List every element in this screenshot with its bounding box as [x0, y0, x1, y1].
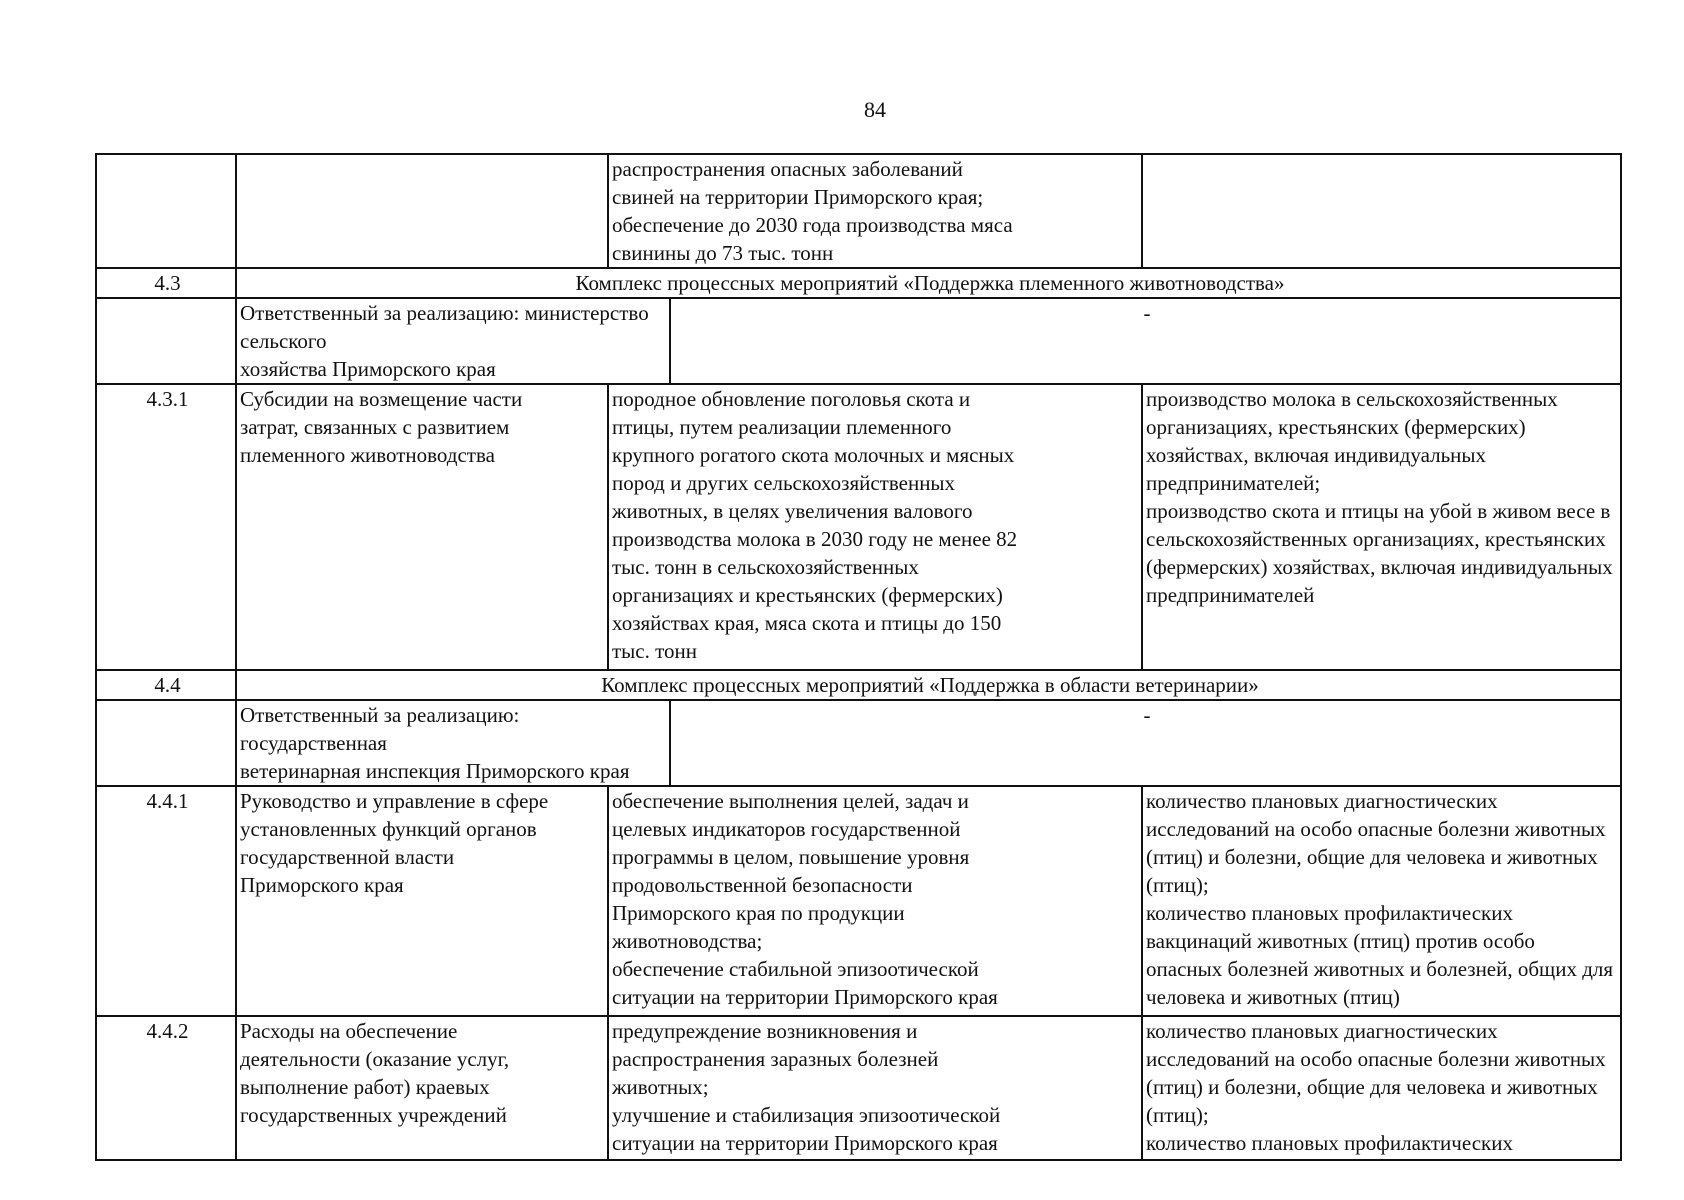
text-line: государственных учреждений — [240, 1103, 507, 1127]
text-line: затрат, связанных с развитием — [240, 415, 510, 439]
text-line: продовольственной безопасности — [612, 873, 913, 897]
cell-name — [236, 786, 608, 1016]
text-line: хозяйствах края, мяса скота и птицы до 150 — [612, 611, 1002, 635]
text-line: количество плановых диагностических — [1146, 1019, 1498, 1043]
text-line: (фермерских) хозяйствах, включая индивидуальных — [1146, 555, 1613, 579]
text-line: (птиц); — [1146, 1103, 1209, 1127]
cell-effect — [608, 384, 1142, 670]
section-row-4-4 — [96, 670, 1621, 700]
text-line: ситуации на территории Приморского края — [612, 985, 998, 1009]
row-number: 4.4.2 — [96, 1016, 236, 1160]
section-title: Комплекс процессных мероприятий «Поддержка в области ветеринарии» — [236, 670, 1621, 700]
section-number: 4.3 — [96, 268, 236, 298]
cell-effect — [608, 154, 1142, 268]
text-line: Расходы на обеспечение — [240, 1019, 458, 1043]
row-number: 4.4.1 — [96, 786, 236, 1016]
text-line: птицы, путем реализации племенного — [612, 415, 952, 439]
text-line: улучшение и стабилизация эпизоотической — [612, 1103, 1001, 1127]
text-line: обеспечение стабильной эпизоотической — [612, 957, 979, 981]
text-line: породное обновление поголовья скота и — [612, 387, 971, 411]
cell-indicators — [1142, 1016, 1621, 1160]
text-line: исследований на особо опасные болезни животных — [1146, 817, 1606, 841]
cell-num — [96, 298, 236, 384]
text-line: организациях, крестьянских (фермерских) — [1146, 415, 1526, 439]
text-line: Приморского края — [240, 873, 404, 897]
text-line: производство молока в сельскохозяйственных — [1146, 387, 1558, 411]
text-line: распространения заразных болезней — [612, 1047, 939, 1071]
text-line: животноводства; — [612, 929, 763, 953]
responsible-row-4-4 — [96, 700, 1621, 786]
text-line: хозяйства Приморского края — [240, 357, 496, 381]
text-line: организациях и крестьянских (фермерских) — [612, 583, 1003, 607]
cell-name — [236, 1016, 608, 1160]
text-line: опасных болезней животных и болезней, общих для — [1146, 957, 1614, 981]
cell-indicators — [1142, 786, 1621, 1016]
cell-name — [236, 384, 608, 670]
text-line: тыс. тонн — [612, 639, 697, 663]
table-row-4-4-1 — [96, 786, 1621, 1016]
text-line: целевых индикаторов государственной — [612, 817, 961, 841]
text-line: свинины до 73 тыс. тонн — [612, 241, 834, 265]
section-row-4-3 — [96, 268, 1621, 298]
text-line: (птиц); — [1146, 873, 1209, 897]
text-line: деятельности (оказание услуг, — [240, 1047, 510, 1071]
text-line: Ответственный за реализацию: министерство сельского — [240, 301, 649, 353]
section-title: Комплекс процессных мероприятий «Поддержка племенного животноводства» — [236, 268, 1621, 298]
cell-name — [236, 154, 608, 268]
cell-indicators — [1142, 384, 1621, 670]
program-table — [95, 153, 1622, 1161]
text-line: предпринимателей — [1146, 583, 1315, 607]
text-line: количество плановых профилактических — [1146, 1131, 1513, 1155]
text-line: обеспечение выполнения целей, задач и — [612, 789, 969, 813]
text-line: крупного рогатого скота молочных и мясных — [612, 443, 1015, 467]
cell-effect — [608, 786, 1142, 1016]
text-line: (птиц) и болезни, общие для человека и животных — [1146, 845, 1598, 869]
row-number: 4.3.1 — [96, 384, 236, 670]
cell-num — [96, 700, 236, 786]
text-line: государственной власти — [240, 845, 455, 869]
text-line: предпринимателей; — [1146, 471, 1321, 495]
text-line: племенного животноводства — [240, 443, 495, 467]
text-line: Приморского края по продукции — [612, 901, 905, 925]
text-line: количество плановых диагностических — [1146, 789, 1498, 813]
text-line: Руководство и управление в сфере — [240, 789, 549, 813]
table-row-4-3-1 — [96, 384, 1621, 670]
text-line: программы в целом, повышение уровня — [612, 845, 970, 869]
table-row-continuation — [96, 154, 1621, 268]
table-row-4-4-2 — [96, 1016, 1621, 1160]
text-line: (птиц) и болезни, общие для человека и животных — [1146, 1075, 1598, 1099]
text-line: пород и других сельскохозяйственных — [612, 471, 956, 495]
text-line: установленных функций органов — [240, 817, 537, 841]
text-line: животных; — [612, 1075, 709, 1099]
text-line: Ответственный за реализацию: государственная — [240, 703, 520, 755]
text-line: свиней на территории Приморского края; — [612, 185, 984, 209]
cell-indicators — [1142, 154, 1621, 268]
text-line: производство скота и птицы на убой в живом весе в — [1146, 499, 1611, 523]
text-line: исследований на особо опасные болезни животных — [1146, 1047, 1606, 1071]
text-line: распространения опасных заболеваний — [612, 157, 963, 181]
dash-cell: - — [670, 298, 1621, 384]
dash-cell: - — [670, 700, 1621, 786]
text-line: хозяйствах, включая индивидуальных — [1146, 443, 1487, 467]
cell-num — [96, 154, 236, 268]
text-line: вакцинаций животных (птиц) против особо — [1146, 929, 1535, 953]
text-line: предупреждение возникновения и — [612, 1019, 918, 1043]
text-line: ситуации на территории Приморского края — [612, 1131, 998, 1155]
text-line: животных, в целях увеличения валового — [612, 499, 973, 523]
page-number: 84 — [864, 97, 886, 122]
text-line: сельскохозяйственных организациях, крестьянских — [1146, 527, 1606, 551]
text-line: человека и животных (птиц) — [1146, 985, 1400, 1009]
section-number: 4.4 — [96, 670, 236, 700]
text-line: ветеринарная инспекция Приморского края — [240, 759, 630, 783]
text-line: выполнение работ) краевых — [240, 1075, 490, 1099]
text-line: количество плановых профилактических — [1146, 901, 1513, 925]
text-line: тыс. тонн в сельскохозяйственных — [612, 555, 919, 579]
responsible-cell — [236, 700, 670, 786]
responsible-cell — [236, 298, 670, 384]
responsible-row-4-3 — [96, 298, 1621, 384]
cell-effect — [608, 1016, 1142, 1160]
text-line: обеспечение до 2030 года производства мяса — [612, 213, 1013, 237]
text-line: Субсидии на возмещение части — [240, 387, 523, 411]
text-line: производства молока в 2030 году не менее 82 — [612, 527, 1018, 551]
